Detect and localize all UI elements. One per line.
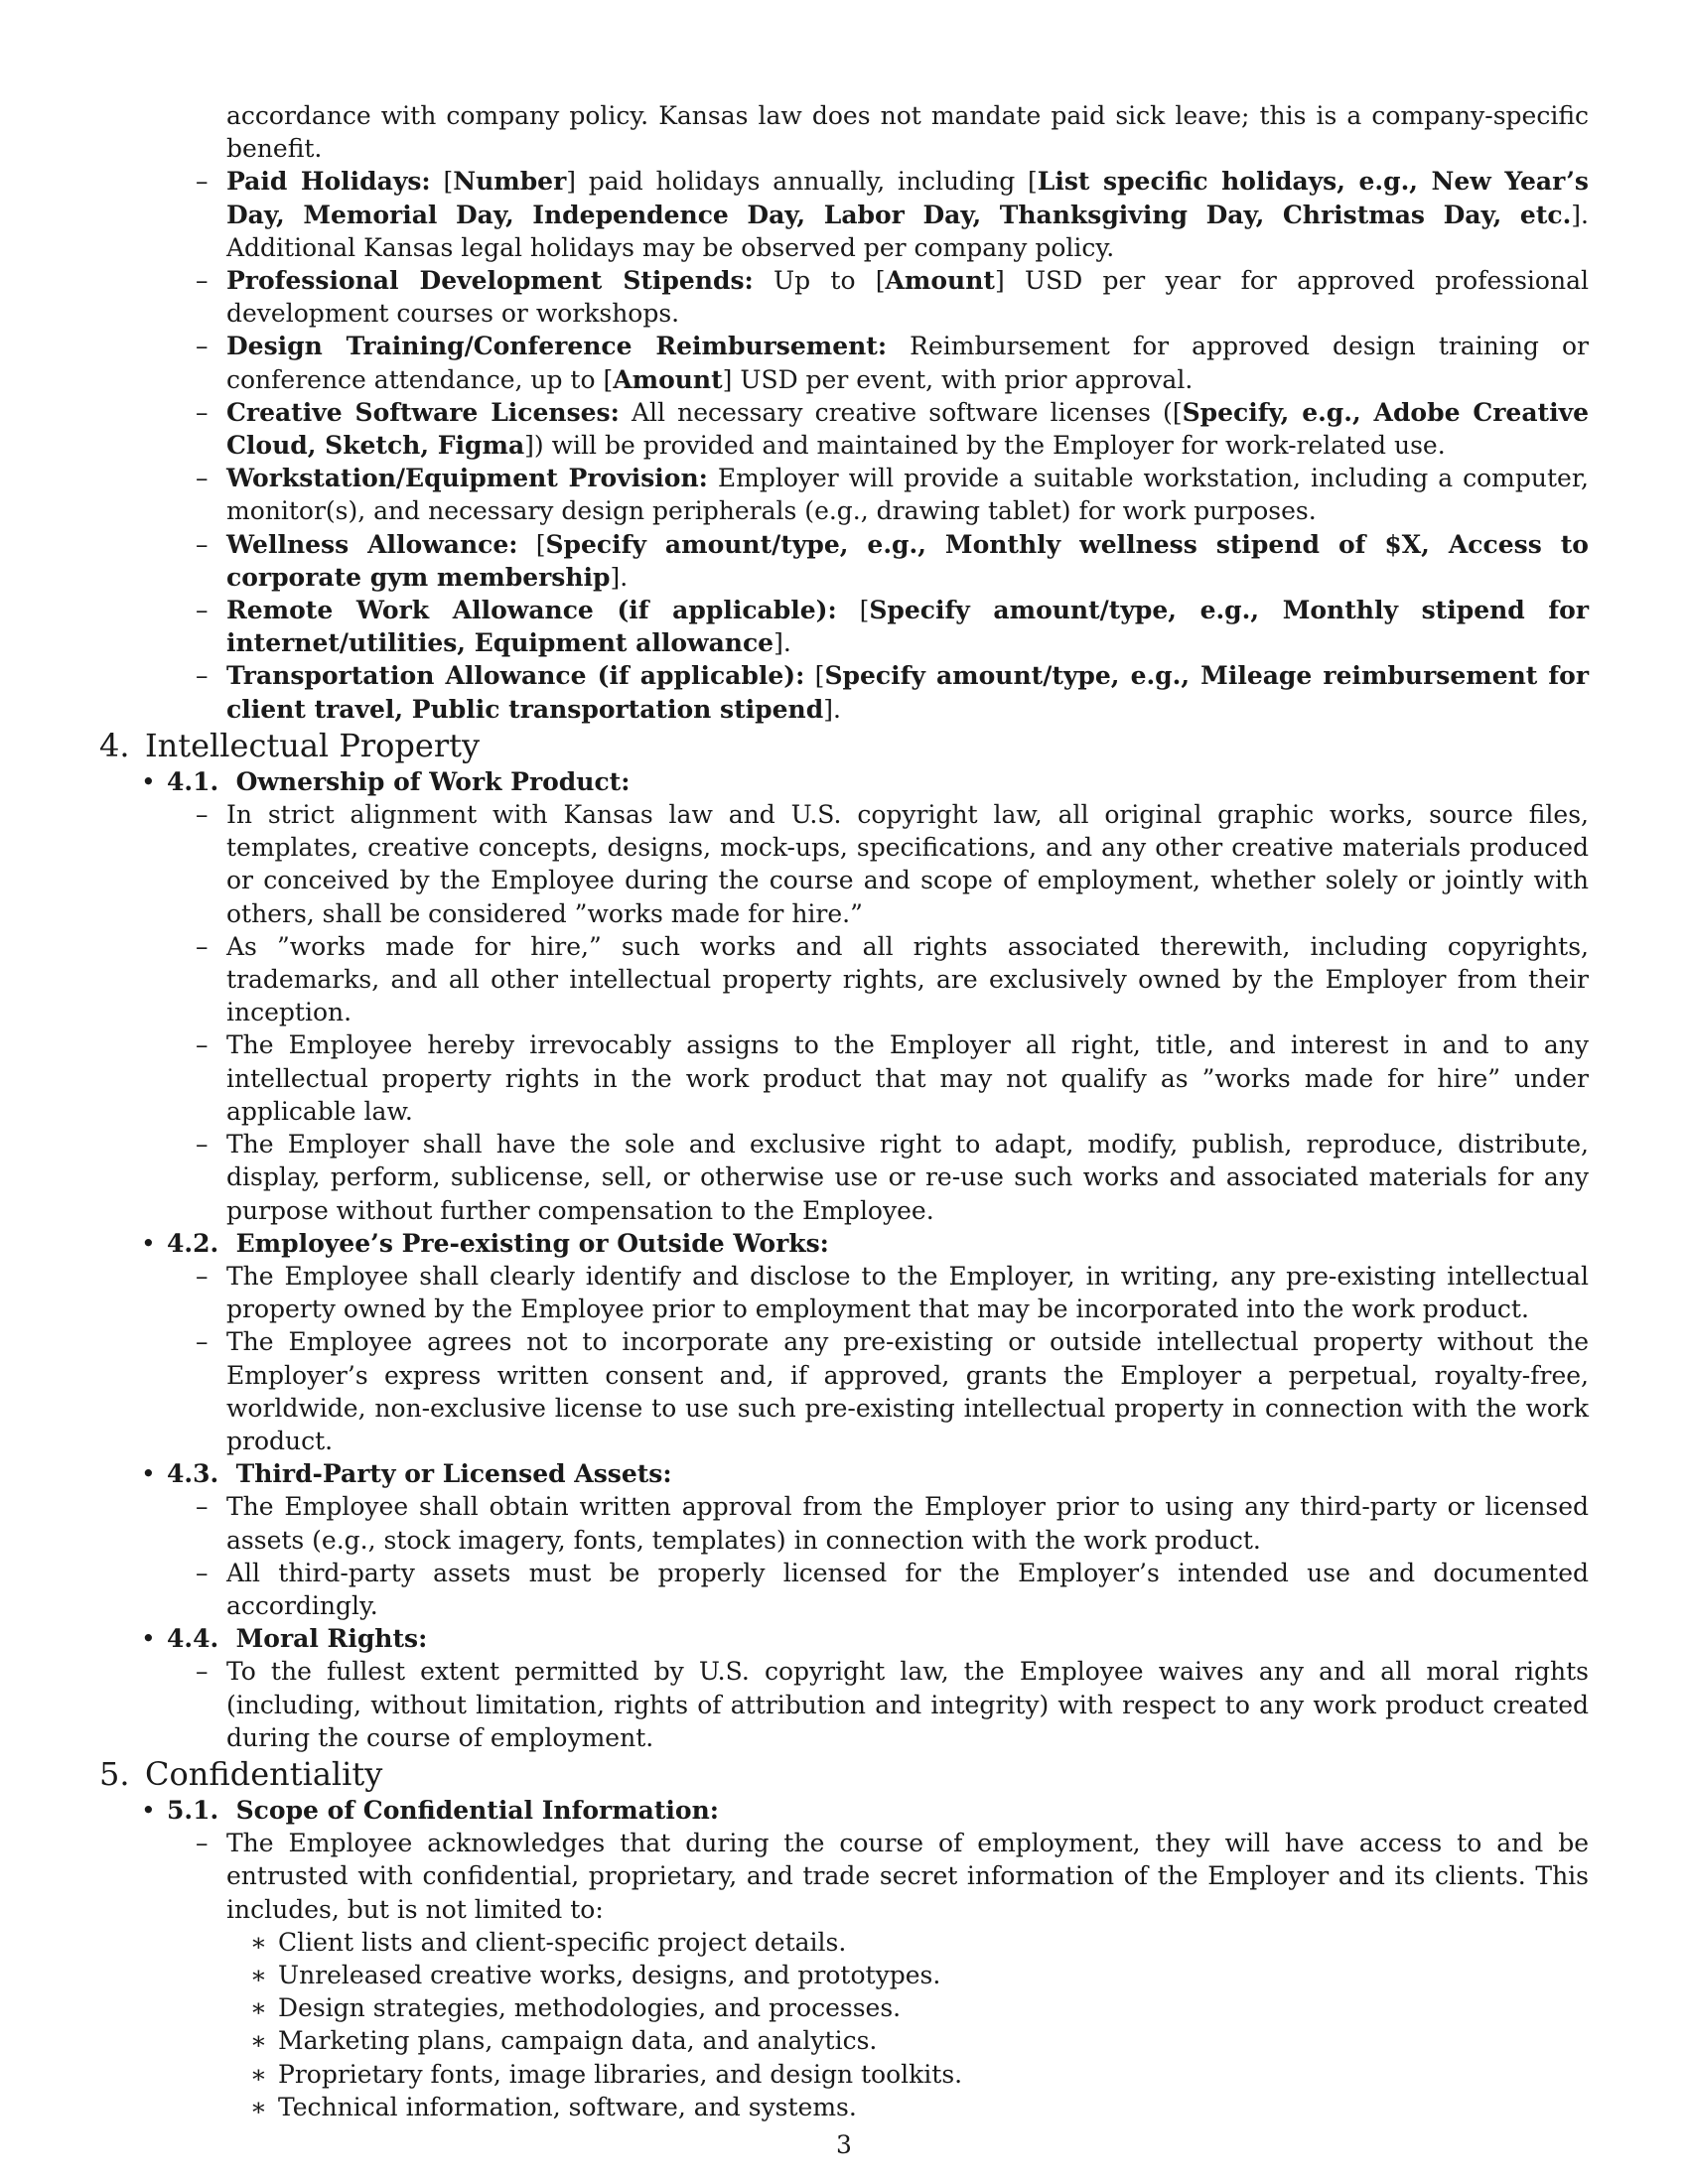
list-item: – As ”works made for hire,” such works and all rights associated therewith, including copyrights, trademarks, and all other intellectual property rights, are exclusively owned by the Employer from their inception. — [99, 930, 1589, 1029]
benefit-transportation: – Transportation Allowance (if applicable): [Specify amount/type, e.g., Mileage reimbursement for client travel, Public transportation stipend]. — [99, 659, 1589, 725]
list-item: – All third-party assets must be properly licensed for the Employer’s intended use and documented accordingly. — [99, 1557, 1589, 1622]
subsection-4-2 — [99, 1227, 1589, 1457]
benefit-remote-work: – Remote Work Allowance (if applicable): [Specify amount/type, e.g., Monthly stipend for internet/utilities, Equipment allowance]. — [99, 594, 1589, 659]
list-item: – The Employee shall obtain written approval from the Employer prior to using any third-party or licensed assets (e.g., stock imagery, fonts, templates) in connection with the work product. — [99, 1490, 1589, 1556]
subsection-4-1 — [99, 765, 1589, 1227]
subsection-4-3 — [99, 1457, 1589, 1622]
subsection-heading: • 5.1. Scope of Confidential Information: — [99, 1794, 1589, 1827]
benefit-design-training: – Design Training/Conference Reimbursement: Reimbursement for approved design training or conference attendance, up to [Amount] USD per event, with prior approval. — [99, 330, 1589, 395]
list-item: – The Employer shall have the sole and exclusive right to adapt, modify, publish, reproduce, distribute, display, perform, sublicense, sell, or otherwise use or re-use such works and associated materials for any purpose without further compensation to the Employee. — [99, 1128, 1589, 1227]
benefit-wellness: – Wellness Allowance: [Specify amount/type, e.g., Monthly wellness stipend of $X, Access to corporate gym membership]. — [99, 528, 1589, 594]
carryover-text: accordance with company policy. Kansas law does not mandate paid sick leave; this is a company-specific benefit. — [226, 101, 1589, 164]
benefit-paid-holidays: – Paid Holidays: [Number] paid holidays annually, including [List specific holidays, e.g., New Year’s Day, Memorial Day, Independence Day, Labor Day, Thanksgiving Day, Christmas Day, etc.]. Additional Kansas legal holidays may be observed per company policy. — [99, 165, 1589, 264]
list-item: – The Employee agrees not to incorporate any pre-existing or outside intellectual property without the Employer’s express written consent and, if approved, grants the Employer a perpetual, royalty-free, worldwide, non-exclusive license to use such pre-existing intellectual property in connection with the work product. — [99, 1325, 1589, 1457]
page-number: 3 — [836, 2130, 852, 2159]
list-item: ∗ Client lists and client-specific project details. — [99, 1926, 1589, 1959]
list-item: – In strict alignment with Kansas law and U.S. copyright law, all original graphic works, source files, templates, creative concepts, designs, mock-ups, specifications, and any other creative materials produced or conceived by the Employee during the course and scope of employment, whether solely or jointly with others, shall be considered ”works made for hire.” — [99, 798, 1589, 930]
list-item: – The Employee acknowledges that during the course of employment, they will have access to and be entrusted with confidential, proprietary, and trade secret information of the Employer and its clients. This includes, but is not limited to: — [99, 1827, 1589, 1926]
list-item: ∗ Technical information, software, and systems. — [99, 2091, 1589, 2123]
confidential-info-list — [99, 1926, 1589, 2123]
benefit-software-licenses: – Creative Software Licenses: All necessary creative software licenses ([Specify, e.g., Adobe Creative Cloud, Sketch, Figma]) will be provided and maintained by the Employer for work-related use. — [99, 396, 1589, 462]
subsection-heading: • 4.4. Moral Rights: — [99, 1622, 1589, 1655]
list-item: – To the fullest extent permitted by U.S. copyright law, the Employee waives any and all moral rights (including, without limitation, rights of attribution and integrity) with respect to any work product created during the course of employment. — [99, 1655, 1589, 1754]
list-item: – The Employee shall clearly identify and disclose to the Employer, in writing, any pre-existing intellectual property owned by the Employee prior to employment that may be incorporated into the work product. — [99, 1260, 1589, 1325]
subsection-heading: • 4.3. Third-Party or Licensed Assets: — [99, 1457, 1589, 1490]
page-content — [99, 99, 1589, 2123]
subsection-5-1 — [99, 1794, 1589, 2123]
section-heading-confidentiality: 5. Confidentiality — [99, 1754, 383, 1793]
benefit-professional-development: – Professional Development Stipends: Up to [Amount] USD per year for approved professional development courses or workshops. — [99, 264, 1589, 330]
benefit-workstation: – Workstation/Equipment Provision: Employer will provide a suitable workstation, including a computer, monitor(s), and necessary design peripherals (e.g., drawing tablet) for work purposes. — [99, 462, 1589, 527]
section-heading-intellectual-property: 4. Intellectual Property — [99, 726, 481, 764]
subsection-4-4 — [99, 1622, 1589, 1754]
list-item: ∗ Proprietary fonts, image libraries, and design toolkits. — [99, 2058, 1589, 2091]
benefits-list — [99, 165, 1589, 725]
subsection-heading: • 4.1. Ownership of Work Product: — [99, 765, 1589, 798]
list-item: ∗ Unreleased creative works, designs, and prototypes. — [99, 1959, 1589, 1991]
subsection-heading: • 4.2. Employee’s Pre-existing or Outside Works: — [99, 1227, 1589, 1260]
list-item: – The Employee hereby irrevocably assigns to the Employer all right, title, and interest in and to any intellectual property rights in the work product that may not qualify as ”works made for hire” under applicable law. — [99, 1028, 1589, 1128]
list-item: ∗ Design strategies, methodologies, and processes. — [99, 1991, 1589, 2024]
list-item: ∗ Marketing plans, campaign data, and analytics. — [99, 2024, 1589, 2057]
